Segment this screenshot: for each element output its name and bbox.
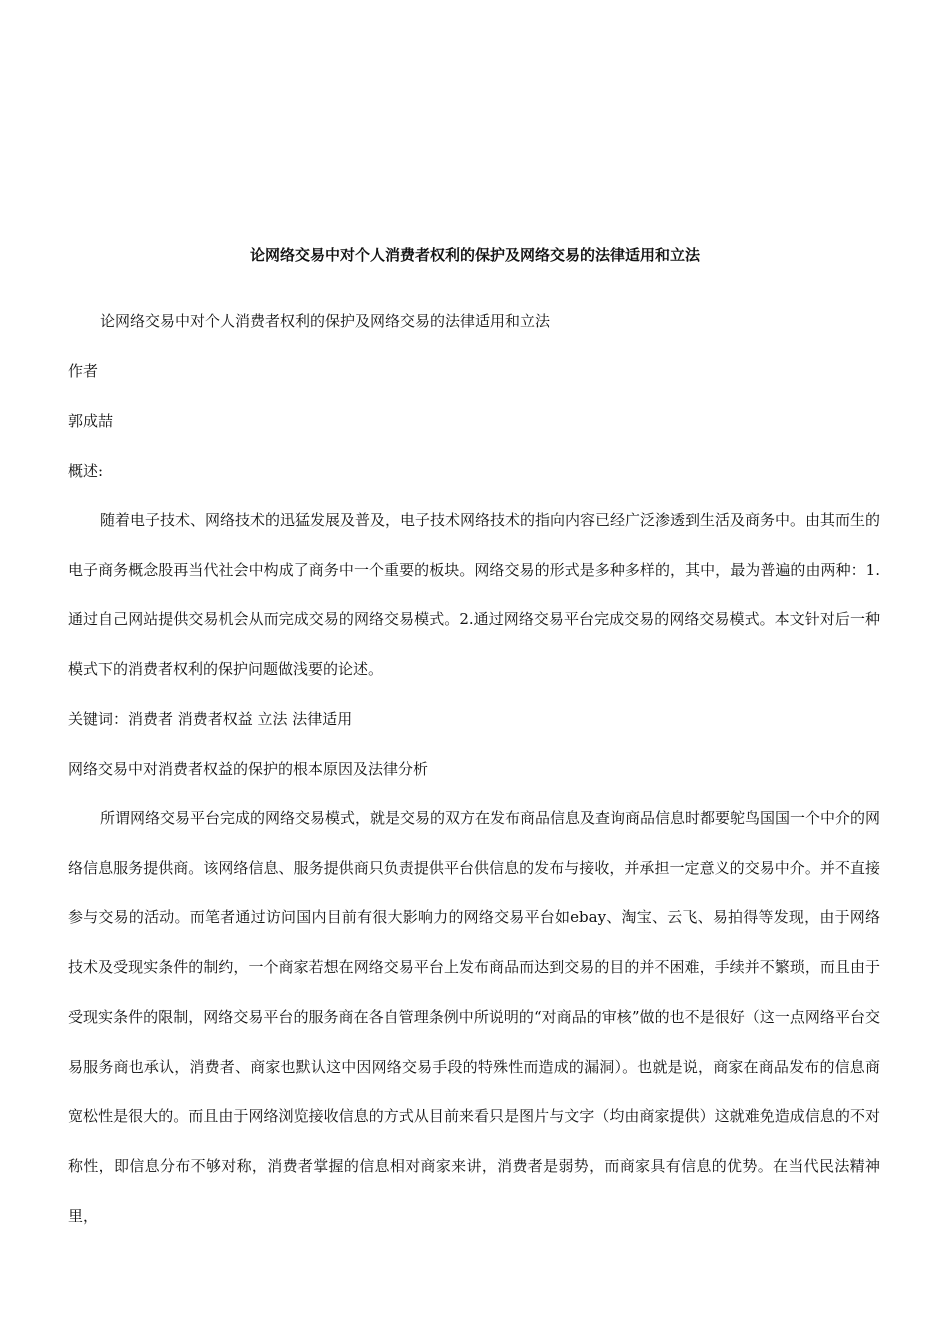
document-title: 论网络交易中对个人消费者权利的保护及网络交易的法律适用和立法 (249, 246, 700, 264)
abstract-label: 概述: (68, 462, 104, 480)
body-paragraph: 所谓网络交易平台完成的网络交易模式，就是交易的双方在发布商品信息及查询商品信息时都要鸵鸟国国一个中介的网络信息服务提供商。该网络信息、服务提供商只负责提供平台供信息的发布与接收，并承担一定意义的交易中介。并不直接参与交易的活动。而笔者通过访问国内目前有很大影响力的网络交易平台如ebay、淘宝、云飞、易拍得等发现，由于网络技术及受现实条件的制约，一个商家若想在网络交易平台上发布商品而达到交易的目的并不困难，手续并不繁琐，而且由于受现实条件的限制，网络交易平台的服务商在各自管理条例中所说明的“对商品的审核”做的也不是很好（这一点网络平台交易服务商也承认，消费者、商家也默认这中因网络交易手段的特殊性而造成的漏洞）。也就是说，商家在商品发布的信息商宽松性是很大的。而且由于网络浏览接收信息的方式从目前来看只是图片与文字（均由商家提供）这就难免造成信息的不对称性，即信息分布不够对称，消费者掌握的信息相对商家来讲，消费者是弱势，而商家具有信息的优势。在当代民法精神里， (68, 809, 881, 1225)
author-label: 作者 (68, 362, 99, 380)
document-subtitle: 论网络交易中对个人消费者权利的保护及网络交易的法律适用和立法 (100, 312, 551, 330)
author-name: 郭成喆 (68, 412, 114, 430)
keywords-line: 关键词：消费者 消费者权益 立法 法律适用 (68, 710, 353, 728)
section-title: 网络交易中对消费者权益的保护的根本原因及法律分析 (68, 760, 429, 778)
abstract-paragraph: 随着电子技术、网络技术的迅猛发展及普及，电子技术网络技术的指向内容已经广泛渗透到生活及商务中。由其而生的电子商务概念股再当代社会中构成了商务中一个重要的板块。网络交易的形式是多种多样的，其中，最为普遍的由两种：1.通过自己网站提供交易机会从而完成交易的网络交易模式。2.通过网络交易平台完成交易的网络交易模式。本文针对后一种模式下的消费者权利的保护问题做浅要的论述。 (68, 511, 881, 679)
